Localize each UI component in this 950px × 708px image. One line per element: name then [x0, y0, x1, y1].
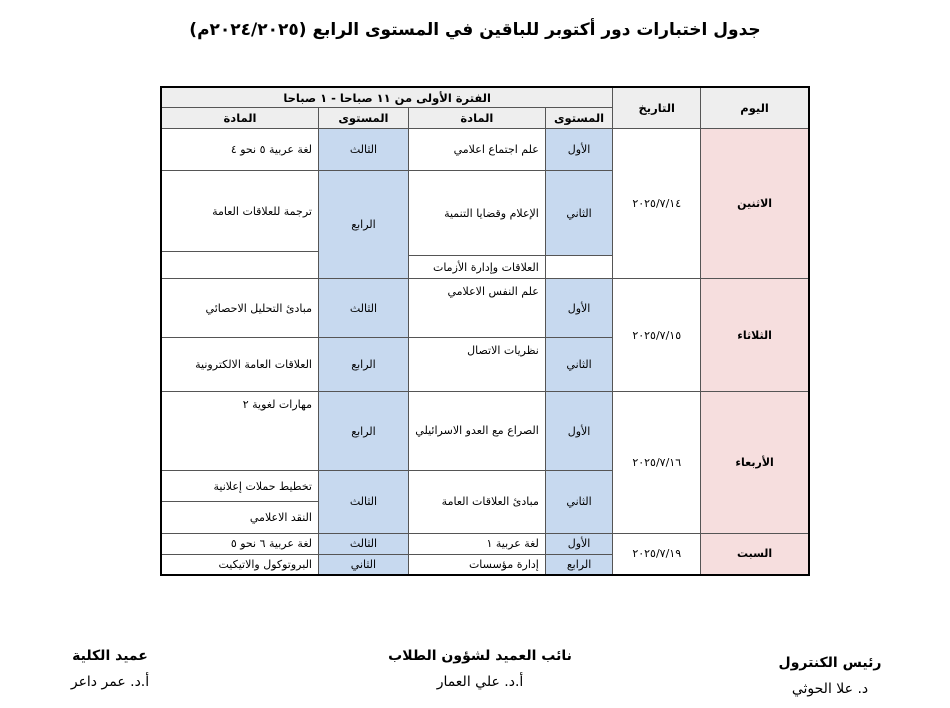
subject-cell: الصراع مع العدو الاسرائيلي: [408, 391, 545, 470]
level-cell: الثالث: [318, 533, 408, 554]
signature-dean: [30, 648, 190, 690]
signature-name: أ.د. علي العمار: [436, 674, 524, 690]
subject-cell: إدارة مؤسسات: [408, 554, 545, 575]
level-cell: الثالث: [318, 471, 408, 534]
header-day: اليوم: [701, 87, 809, 129]
subject-cell: تخطيط حملات إعلانية: [161, 471, 318, 502]
level-cell: الرابع: [318, 337, 408, 391]
date-cell: ٢٠٢٥/٧/١٥: [613, 279, 701, 392]
level-cell: الثاني: [545, 170, 612, 255]
level-cell: الرابع: [545, 554, 612, 575]
level-cell: الثاني: [318, 554, 408, 575]
day-cell: الثلاثاء: [701, 279, 809, 392]
subject-cell: العلاقات وإدارة الأزمات: [408, 256, 545, 279]
table-row: [161, 129, 809, 171]
table-row: [161, 391, 809, 470]
subject-cell: مبادئ العلاقات العامة: [408, 471, 545, 534]
subject-cell: نظريات الاتصال: [408, 337, 545, 391]
table-row: [161, 533, 809, 554]
subject-cell: لغة عربية ٦ نحو ٥: [161, 533, 318, 554]
subject-cell: البروتوكول والاتيكيت: [161, 554, 318, 575]
level-cell: الثالث: [318, 129, 408, 171]
signature-role: عميد الكلية: [72, 648, 148, 664]
date-cell: ٢٠٢٥/٧/١٦: [613, 391, 701, 533]
level-cell: الثالث: [318, 279, 408, 337]
subject-cell: مبادئ التحليل الاحصائي: [161, 279, 318, 337]
level-cell: الثاني: [545, 337, 612, 391]
page-title: جدول اختبارات دور أكتوبر للباقين في المستوى الرابع (٢٠٢٤/٢٠٢٥م): [189, 20, 761, 40]
signature-control-head: [750, 655, 910, 697]
level-cell: الأول: [545, 533, 612, 554]
header-level-1: المستوى: [545, 108, 612, 129]
table-row: [161, 279, 809, 337]
header-level-2: المستوى: [318, 108, 408, 129]
subject-cell: ترجمة للعلاقات العامة: [161, 170, 318, 251]
spacer-cell: [545, 256, 612, 279]
level-cell: الأول: [545, 129, 612, 171]
subject-cell: لغة عربية ٥ نحو ٤: [161, 129, 318, 171]
date-cell: ٢٠٢٥/٧/١٩: [613, 533, 701, 575]
subject-cell: علم النفس الاعلامي: [408, 279, 545, 337]
header-row-1: [161, 87, 809, 108]
level-cell: الثاني: [545, 471, 612, 534]
subject-cell: مهارات لغوية ٢: [161, 391, 318, 470]
subject-cell: لغة عربية ١: [408, 533, 545, 554]
day-cell: الاثنين: [701, 129, 809, 279]
level-cell: الرابع: [318, 391, 408, 470]
header-date: التاريخ: [613, 87, 701, 129]
day-cell: السبت: [701, 533, 809, 575]
header-subject-1: المادة: [408, 108, 545, 129]
level-cell: الرابع: [318, 170, 408, 278]
subject-cell: العلاقات العامة الالكترونية: [161, 337, 318, 391]
date-cell: ٢٠٢٥/٧/١٤: [613, 129, 701, 279]
signature-name: د. علا الحوثي: [791, 681, 869, 697]
exam-schedule-table: [160, 86, 810, 576]
signature-name: أ.د. عمر داعر: [70, 674, 150, 690]
level-cell: الأول: [545, 279, 612, 337]
signature-role: رئيس الكنترول: [778, 655, 882, 671]
signature-vice-dean: [370, 648, 590, 690]
signature-role: نائب العميد لشؤون الطلاب: [388, 648, 572, 664]
level-cell: الأول: [545, 391, 612, 470]
header-period: الفترة الأولى من ١١ صباحا - ١ صباحا: [161, 87, 613, 108]
subject-cell: الإعلام وقضايا التنمية: [408, 170, 545, 255]
subject-cell: علم اجتماع اعلامي: [408, 129, 545, 171]
header-subject-2: المادة: [161, 108, 318, 129]
subject-cell: النقد الاعلامي: [161, 502, 318, 533]
day-cell: الأربعاء: [701, 391, 809, 533]
